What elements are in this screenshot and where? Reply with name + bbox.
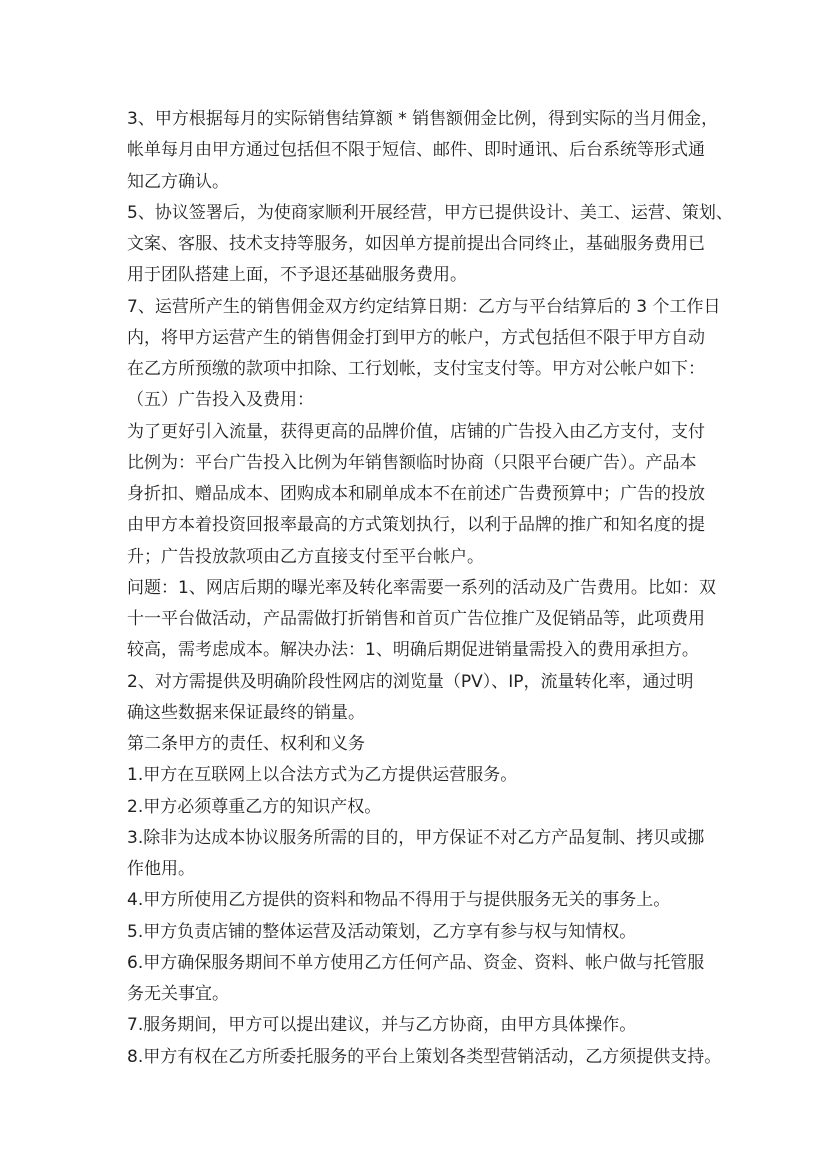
paragraph bbox=[127, 417, 727, 573]
text-line: 帐单每月由甲方通过包括但不限于短信、邮件、即时通讯、后台系统等形式通 bbox=[127, 140, 705, 161]
text-line: 4.甲方所使用乙方提供的资料和物品不得用于与提供服务无关的事务上。 bbox=[127, 890, 671, 911]
paragraph bbox=[127, 385, 727, 416]
text-line: 2.甲方必须尊重乙方的知识产权。 bbox=[127, 796, 382, 817]
text-line: 5、协议签署后，为使商家顺利开展经营，甲方已提供设计、美工、运营、策划、 bbox=[127, 202, 733, 223]
text-line: 2、对方需提供及明确阶段性网店的浏览量（PV）、IP，流量转化率，通过明 bbox=[127, 671, 694, 692]
text-line: 知乙方确认。 bbox=[127, 171, 229, 192]
text-line: 3、甲方根据每月的实际销售结算额 * 销售额佣金比例，得到实际的当月佣金， bbox=[127, 109, 719, 129]
text-line: 6.甲方确保服务期间不单方使用乙方任何产品、资金、资料、帐户做与托管服 bbox=[127, 952, 705, 973]
text-line: 身折扣、赠品成本、团购成本和刷单成本不在前述广告费预算中；广告的投放 bbox=[127, 484, 705, 504]
paragraph bbox=[127, 1042, 727, 1073]
paragraph bbox=[127, 198, 733, 292]
text-line: 7.服务期间，甲方可以提出建议，并与乙方协商，由甲方具体操作。 bbox=[127, 1015, 637, 1036]
text-line: 确这些数据来保证最终的销量。 bbox=[127, 702, 365, 723]
paragraph bbox=[127, 917, 727, 948]
text-line: 十一平台做活动，产品需做打折销售和首页广告位推广及促销品等，此项费用 bbox=[127, 609, 705, 629]
paragraph bbox=[127, 292, 727, 386]
text-line: 务无关事宜。 bbox=[127, 984, 229, 1004]
paragraph bbox=[127, 729, 727, 760]
paragraph bbox=[127, 823, 727, 886]
paragraph bbox=[127, 573, 727, 667]
text-line: 7、运营所产生的销售佣金双方约定结算日期：乙方与平台结算后的 3 个工作日 bbox=[127, 296, 721, 317]
paragraph bbox=[127, 948, 727, 1011]
text-line: 5.甲方负责店铺的整体运营及活动策划，乙方享有参与权与知情权。 bbox=[127, 921, 637, 942]
text-line: 较高，需考虑成本。解决办法：1、明确后期促进销量需投入的费用承担方。 bbox=[127, 640, 699, 661]
text-line: 问题：1、网店后期的曝光率及转化率需要一系列的活动及广告费用。比如：双 bbox=[127, 577, 716, 598]
paragraph bbox=[127, 104, 727, 198]
paragraph bbox=[127, 760, 727, 791]
text-line: 8.甲方有权在乙方所委托服务的平台上策划各类型营销活动，乙方须提供支持。 bbox=[127, 1046, 722, 1067]
text-line: 作他用。 bbox=[127, 859, 195, 879]
paragraph bbox=[127, 792, 727, 823]
text-line: 用于团队搭建上面，不予退还基础服务费用。 bbox=[127, 265, 467, 286]
text-line: 为了更好引入流量，获得更高的品牌价值，店铺的广告投入由乙方支付，支付 bbox=[127, 421, 705, 442]
paragraph bbox=[127, 885, 727, 916]
text-line: 由甲方本着投资回报率最高的方式策划执行，以利于品牌的推广和知名度的提 bbox=[127, 515, 705, 536]
text-line: 在乙方所预缴的款项中扣除、工行划帐，支付宝支付等。甲方对公帐户如下： bbox=[127, 359, 705, 379]
text-line: 第二条甲方的责任、权利和义务 bbox=[127, 734, 365, 754]
text-line: 内，将甲方运营产生的销售佣金打到甲方的帐户，方式包括但不限于甲方自动 bbox=[127, 327, 705, 348]
document-page bbox=[127, 104, 733, 1073]
text-line: 3.除非为达成本协议服务所需的目的，甲方保证不对乙方产品复制、拷贝或挪 bbox=[127, 827, 705, 848]
text-line: 文案、客服、技术支持等服务，如因单方提前提出合同终止，基础服务费用已 bbox=[127, 234, 705, 254]
text-line: 升；广告投放款项由乙方直接支付至平台帐户。 bbox=[127, 546, 484, 567]
paragraph bbox=[127, 667, 727, 730]
text-line: （五）广告投入及费用： bbox=[127, 390, 314, 411]
text-line: 1.甲方在互联网上以合法方式为乙方提供运营服务。 bbox=[127, 765, 518, 786]
paragraph bbox=[127, 1010, 727, 1041]
text-line: 比例为：平台广告投入比例为年销售额临时协商（只限平台硬广告）。产品本 bbox=[127, 452, 697, 473]
